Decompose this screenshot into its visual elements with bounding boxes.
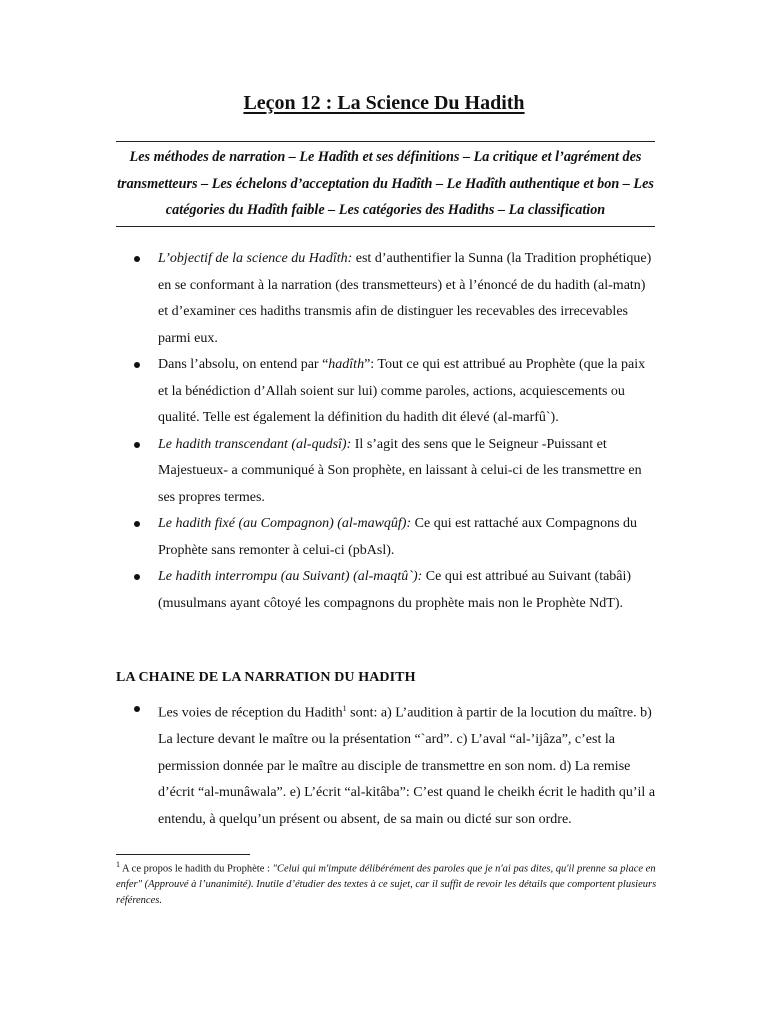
narration-list	[0, 696, 768, 833]
footnote-quote: "Celui qui m'impute délibérément des paroles que je n'ai pas dites, qu'il prenne sa place en enfer" (Approuvé à l’unanimité). Inutile d’étudier des textes à ce sujet, car il suffit de revoir les détails que comportent plusieurs références.	[116, 863, 657, 906]
bullet-icon	[134, 521, 140, 527]
term-label: L’objectif de la science du Hadîth:	[158, 251, 353, 266]
bullet-icon	[134, 442, 140, 448]
bullet-icon	[134, 706, 140, 712]
list-item	[0, 564, 656, 617]
footnote-divider	[116, 854, 250, 855]
term-label: hadîth	[328, 357, 365, 372]
list-item	[0, 511, 656, 564]
item-text: Il s’agit des sens que le Seigneur -Puissant et Majestueux- a communiqué à Son prophète, en laissant à celui-ci de les transmettre en ses propres termes.	[158, 436, 642, 505]
item-prefix: Dans l’absolu, on entend par “	[158, 357, 329, 372]
list-item	[0, 432, 656, 512]
bullet-icon	[134, 256, 140, 262]
list-item	[0, 696, 656, 833]
item-text: sont: a) L’audition à partir de la locution du maître. b) La lecture devant le maître ou la présentation “`ard”. c) L’aval “al-’ijâza”, c’est la permission donnée par le maître au disciple de transmettre en son nom. d) La remise d’écrit “al-munâwala”. e) L’écrit “al-kitâba”: C’est quand le cheikh écrit le hadith qu’il a entendu, à quelqu’un présent ou absent, de sa main ou dicté sur son ordre.	[158, 705, 656, 827]
definitions-list	[0, 246, 768, 617]
footnote-marker: 1	[116, 860, 120, 869]
item-text: est d’authentifier la Sunna (la Tradition prophétique) en se conformant à la narration (des transmetteurs) et à l’énoncé de du hadith (al-matn) et d’examiner ces hadiths transmis afin de distinguer les recevables des irrecevables parmi eux.	[158, 251, 652, 346]
bullet-icon	[134, 362, 140, 368]
item-text: Ce qui est rattaché aux Compagnons du Prophète sans remonter à celui-ci (pbAsl).	[158, 516, 638, 558]
term-label: Le hadith interrompu (au Suivant) (al-maqtû`):	[158, 569, 423, 584]
term-label: Le hadith fixé (au Compagnon) (al-mawqûf):	[158, 516, 412, 531]
term-label: Le hadith transcendant (al-qudsî):	[158, 436, 352, 452]
page-title: Leçon 12 : La Science Du Hadith	[243, 92, 525, 114]
item-text: Ce qui est attribué au Suivant (tabâi) (musulmans ayant côtoyé les compagnons du prophète mais non le Prophète NdT).	[158, 569, 632, 611]
item-text: ”: Tout ce qui est attribué au Prophète (que la paix et la bénédiction d’Allah soient sur lui) comme paroles, actions, acquiescements ou qualité. Telle est également la définition du hadith dit élevé (al-marfû`).	[158, 357, 646, 425]
item-prefix: Les voies de réception du Hadith	[158, 705, 343, 721]
footnote-ref[interactable]: 1	[342, 704, 347, 713]
list-item	[0, 352, 656, 432]
lesson-summary: Les méthodes de narration – Le Hadîth et ses définitions – La critique et l’agrément des transmetteurs – Les échelons d’acceptation du Hadîth – Le Hadîth authentique et bon – Les catégories du Hadîth faible – Les catégories des Hadiths – La classification	[116, 141, 655, 227]
footnote	[116, 857, 661, 908]
section-heading: LA CHAINE DE LA NARRATION DU HADITH	[116, 670, 416, 685]
bullet-icon	[134, 574, 140, 580]
list-item	[0, 246, 656, 352]
footnote-prefix: A ce propos le hadith du Prophète :	[120, 863, 273, 875]
